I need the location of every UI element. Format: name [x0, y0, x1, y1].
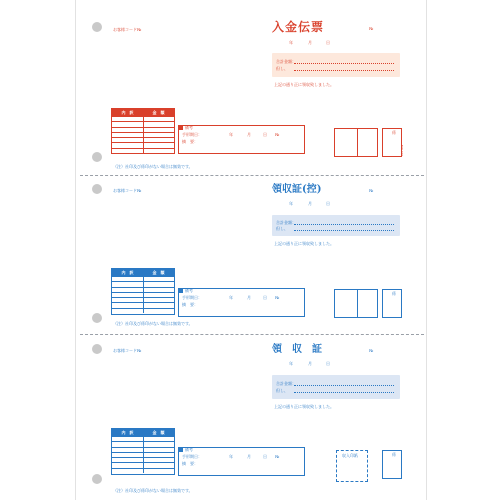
amount-box — [272, 215, 400, 236]
tegata-number: № — [275, 295, 280, 300]
remarks-label: 備考 — [185, 288, 193, 293]
customer-code-label: お客様コード№ — [113, 188, 142, 193]
ledger-head-item: 内 訳 — [121, 430, 134, 435]
tegata-day: 日 — [263, 295, 267, 300]
total-amount-label: 合計金額： — [276, 381, 296, 386]
date-day: 日 — [326, 361, 330, 366]
revenue-stamp-label: 収入印紙 — [342, 453, 358, 458]
tegata-month: 月 — [247, 454, 251, 459]
remarks-box — [178, 125, 305, 154]
date-month: 月 — [308, 361, 312, 366]
tadashi-label: 但し、 — [276, 388, 288, 393]
slip-title: 領 収 証 — [272, 344, 322, 355]
tegata-year: 年 — [229, 295, 233, 300]
stamp-area — [334, 289, 378, 318]
remarks-label: 備考 — [185, 447, 193, 452]
tegata-day: 日 — [263, 454, 267, 459]
tegata-label: 手形期日： — [182, 454, 202, 459]
receipt-text: 上記の通り正に領収致しました。 — [274, 241, 334, 246]
clerk-stamp-box — [382, 289, 402, 318]
tegata-month: 月 — [247, 295, 251, 300]
total-amount-label: 合計金額： — [276, 59, 296, 64]
tegata-label: 手形期日： — [182, 132, 202, 137]
amount-box — [272, 53, 400, 77]
stamp-area — [334, 128, 378, 157]
remarks-box — [178, 288, 305, 317]
date-year: 年 — [289, 201, 293, 206]
number-label: № — [369, 348, 374, 353]
clerk-stamp-label: 係 — [392, 130, 396, 135]
slip-title: 領収証(控) — [272, 184, 322, 195]
receipt-slip — [76, 321, 428, 500]
breakdown-ledger — [111, 268, 175, 315]
customer-code-label: お客様コード№ — [113, 348, 142, 353]
tekiyou-label: 摘 要： — [182, 461, 198, 466]
breakdown-ledger — [111, 428, 175, 475]
date-year: 年 — [289, 40, 293, 45]
document-sheet — [75, 0, 427, 500]
amount-box — [272, 375, 400, 399]
footer-note: （注）社印及び係印がない場合は無効です。 — [113, 488, 193, 493]
tegata-number: № — [275, 454, 280, 459]
note-text: （注）社印及び係印がない場合は無効です。 — [113, 321, 193, 326]
clerk-stamp-label: 係 — [392, 452, 396, 457]
deposit-slip — [76, 0, 428, 178]
date-month: 月 — [308, 201, 312, 206]
tekiyou-label: 摘 要： — [182, 139, 198, 144]
receipt-text: 上記の通り正に領収致しました。 — [274, 404, 334, 409]
customer-code-label: お客様コード№ — [113, 27, 142, 32]
receipt-text: 上記の通り正に領収致しました。 — [274, 82, 334, 87]
tekiyou-label: 摘 要： — [182, 302, 198, 307]
ledger-head-amount: 金 額 — [152, 430, 165, 435]
receipt-copy-slip — [76, 164, 428, 332]
breakdown-ledger — [111, 108, 175, 154]
tegata-year: 年 — [229, 132, 233, 137]
remarks-box — [178, 447, 305, 476]
ledger-head-amount: 金 額 — [152, 270, 165, 275]
tegata-number: № — [275, 132, 280, 137]
note-text: （注）社印及び係印がない場合は無効です。 — [113, 164, 193, 169]
clerk-stamp-box — [382, 450, 402, 479]
number-label: № — [369, 188, 374, 193]
tadashi-label: 但し、 — [276, 226, 288, 231]
tegata-day: 日 — [263, 132, 267, 137]
ledger-head-item: 内 訳 — [121, 110, 134, 115]
ledger-head-amount: 金 額 — [152, 110, 165, 115]
date-day: 日 — [326, 40, 330, 45]
tegata-label: 手形期日： — [182, 295, 202, 300]
tegata-month: 月 — [247, 132, 251, 137]
remarks-label: 備考 — [185, 125, 193, 130]
tadashi-label: 但し、 — [276, 66, 288, 71]
number-label: № — [369, 26, 374, 31]
date-month: 月 — [308, 40, 312, 45]
date-year: 年 — [289, 361, 293, 366]
slip-title: 入金伝票 — [272, 20, 325, 34]
side-code: EW-C61 — [400, 145, 404, 157]
total-amount-label: 合計金額： — [276, 220, 296, 225]
ledger-head-item: 内 訳 — [121, 270, 134, 275]
revenue-stamp-box — [336, 450, 368, 482]
tegata-year: 年 — [229, 454, 233, 459]
date-day: 日 — [326, 201, 330, 206]
clerk-stamp-label: 係 — [392, 291, 396, 296]
